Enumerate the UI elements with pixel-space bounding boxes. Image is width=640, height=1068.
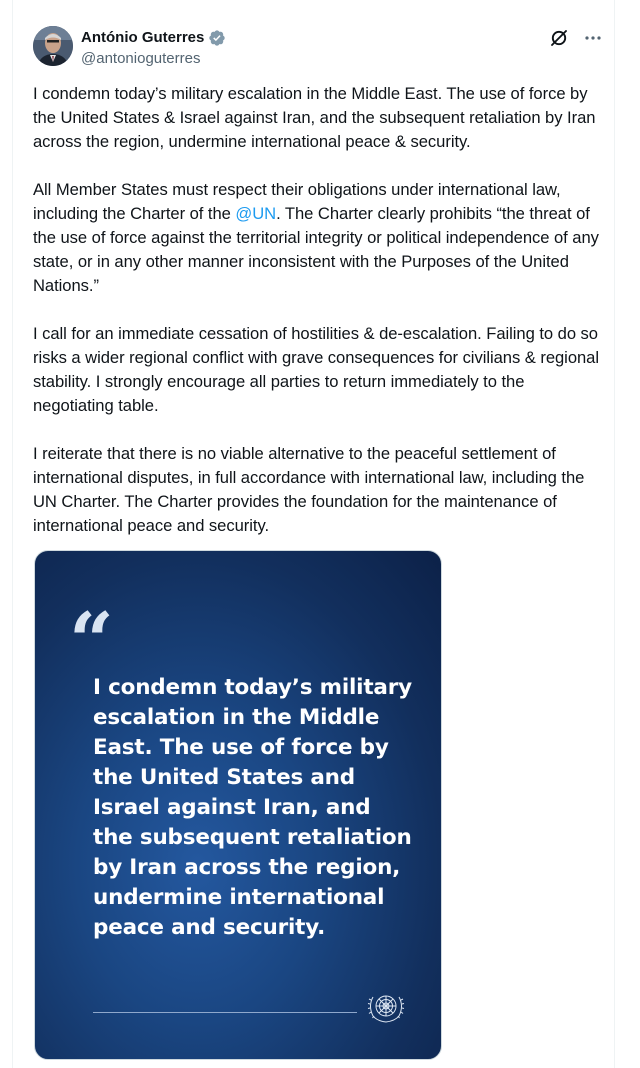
- tweet-header: [33, 26, 603, 70]
- author-display-name[interactable]: António Guterres: [81, 29, 205, 46]
- tweet-paragraph-1: I condemn today’s military escalation in the Middle East. The use of force by the United States & Israel against Iran, and the subsequent retaliation by Iran across the region, undermine international peace & security.: [33, 84, 596, 151]
- mention-un-link[interactable]: @UN: [235, 204, 277, 223]
- quote-line: I condemn today’s military: [93, 675, 412, 700]
- author-info: [81, 28, 226, 69]
- quote-line: East. The use of force by: [93, 735, 389, 760]
- quote-line: undermine international: [93, 885, 385, 910]
- grok-icon[interactable]: [549, 28, 569, 48]
- tweet-paragraph-3: I call for an immediate cessation of hostilities & de-escalation. Failing to do so risks a wider regional conflict with grave consequences for civilians & regional stability. I strongly encourage all parties to return immediately to the negotiating table.: [33, 324, 599, 415]
- quote-line: by Iran across the region,: [93, 855, 401, 880]
- divider-line: [93, 1012, 357, 1013]
- tweet-card: [12, 0, 615, 1068]
- un-emblem-icon: [364, 989, 408, 1025]
- quote-line: Israel against Iran, and: [93, 795, 371, 820]
- more-icon[interactable]: [583, 28, 603, 48]
- quote-line: peace and security.: [93, 915, 326, 940]
- profile-photo-icon: [33, 26, 73, 66]
- quote-line: the subsequent retaliation: [93, 825, 412, 850]
- tweet-paragraph-2: [33, 178, 605, 298]
- header-actions: [549, 28, 603, 48]
- tweet-paragraph-2-end: . The Charter clearly prohibits “the threat of the use of force against the territorial integrity or political independence of any state, or in any other manner inconsistent with the Purposes of the United Nations.”: [33, 204, 599, 295]
- quote-line: escalation in the Middle: [93, 705, 380, 730]
- quote-line: the United States and: [93, 765, 355, 790]
- author-handle[interactable]: @antonioguterres: [81, 50, 201, 67]
- quote-text: [93, 673, 423, 943]
- tweet-text: [33, 82, 605, 562]
- profile-avatar[interactable]: [33, 26, 73, 66]
- tweet-paragraph-4: I reiterate that there is no viable alternative to the peaceful settlement of international disputes, in full accordance with international law, including the UN Charter. The Charter provides the foundation for the maintenance of international peace and security.: [33, 444, 585, 535]
- verified-badge-icon[interactable]: [208, 29, 226, 47]
- tweet-media-image[interactable]: [34, 550, 442, 1060]
- tweet-paragraph-2-start: All Member States must respect their obligations under international law, including the Charter of the: [33, 180, 561, 223]
- quote-mark-icon: “: [69, 596, 114, 687]
